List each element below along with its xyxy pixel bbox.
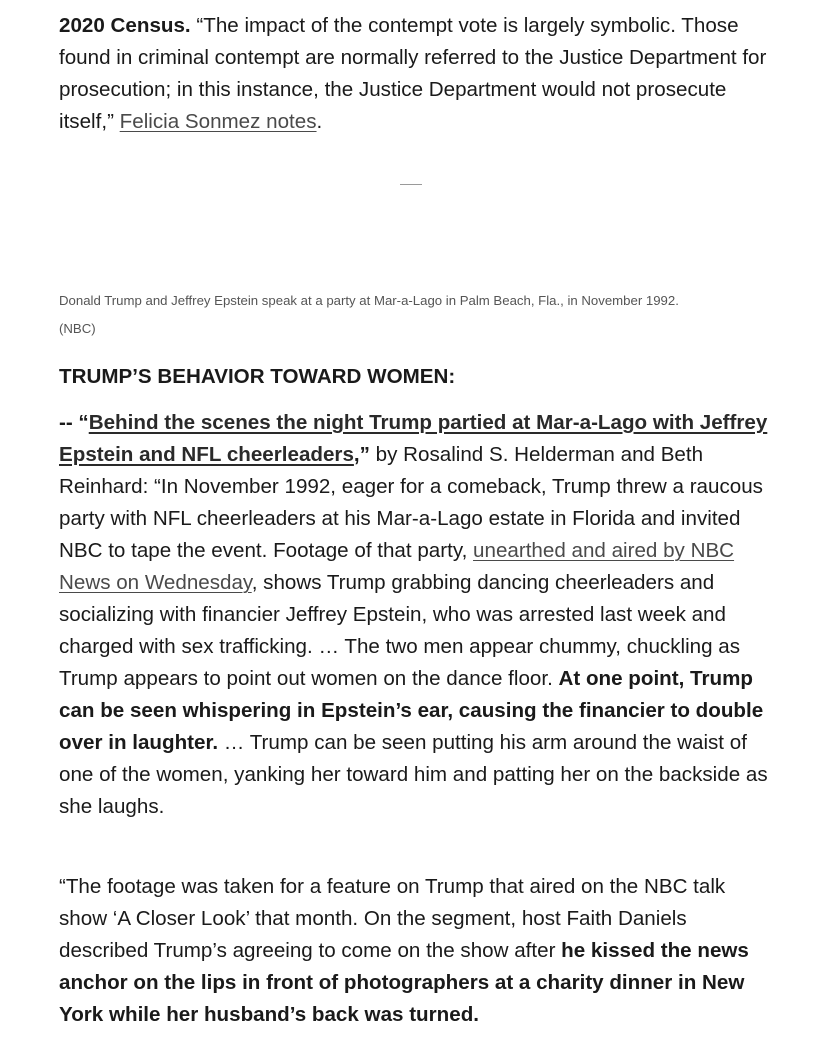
behind-the-scenes-link[interactable]: Behind the scenes the night Trump partied at Mar-a-Lago with Jeffrey Epstein and NFL cheerleaders: [59, 411, 768, 466]
article-end-text: … Trump can be seen putting his arm around the waist of one of the women, yanking her toward him and patting her on the backside as she laughs.: [59, 731, 768, 818]
census-paragraph: [59, 10, 774, 138]
nbc-news-link[interactable]: unearthed and aired by NBC News on Wednesday: [59, 539, 735, 594]
section-heading: TRUMP’S BEHAVIOR TOWARD WOMEN:: [59, 365, 456, 388]
census-lead: 2020 Census.: [59, 14, 191, 37]
after-link-text: , shows Trump grabbing dancing cheerleaders and socializing with financier Jeffrey Epstein, who was arrested last week and charged with sex trafficking. … The two men appear chummy, chuckling as Trump appears to point out women on the dance floor.: [59, 571, 741, 690]
article-prefix: -- “: [59, 411, 89, 434]
census-end: .: [316, 110, 323, 133]
headline-close: ,”: [353, 443, 370, 466]
epstein-party-paragraph: [59, 407, 774, 823]
byline-text: by Rosalind S. Helderman and Beth Reinhard: “In November 1992, eager for a comeback, Trump threw a raucous party with NFL cheerleaders at his Mar-a-Lago estate in Florida and invited NBC to tape the event. Footage of that party,: [59, 443, 763, 562]
caption-credit: (NBC): [59, 321, 96, 336]
footage-paragraph: [59, 871, 774, 1031]
caption-text: Donald Trump and Jeffrey Epstein speak at a party at Mar-a-Lago in Palm Beach, Fla., in November 1992.: [59, 293, 679, 308]
section-divider: [400, 184, 422, 185]
footage-text: “The footage was taken for a feature on Trump that aired on the NBC talk show ‘A Closer Look’ that month. On the segment, host Faith Daniels described Trump’s agreeing to come on the show after: [59, 875, 726, 962]
photo-caption: [59, 287, 774, 343]
whisper-bold-text: At one point, Trump can be seen whispering in Epstein’s ear, causing the financier to double over in laughter.: [59, 667, 764, 754]
footage-bold-text: he kissed the news anchor on the lips in front of photographers at a charity dinner in New York while her husband’s back was turned.: [59, 939, 749, 1026]
felicia-sonmez-link[interactable]: Felicia Sonmez notes: [119, 110, 317, 133]
census-text: “The impact of the contempt vote is largely symbolic. Those found in criminal contempt are normally referred to the Justice Department for prosecution; in this instance, the Justice Department would not prosecute itself,”: [59, 14, 767, 133]
